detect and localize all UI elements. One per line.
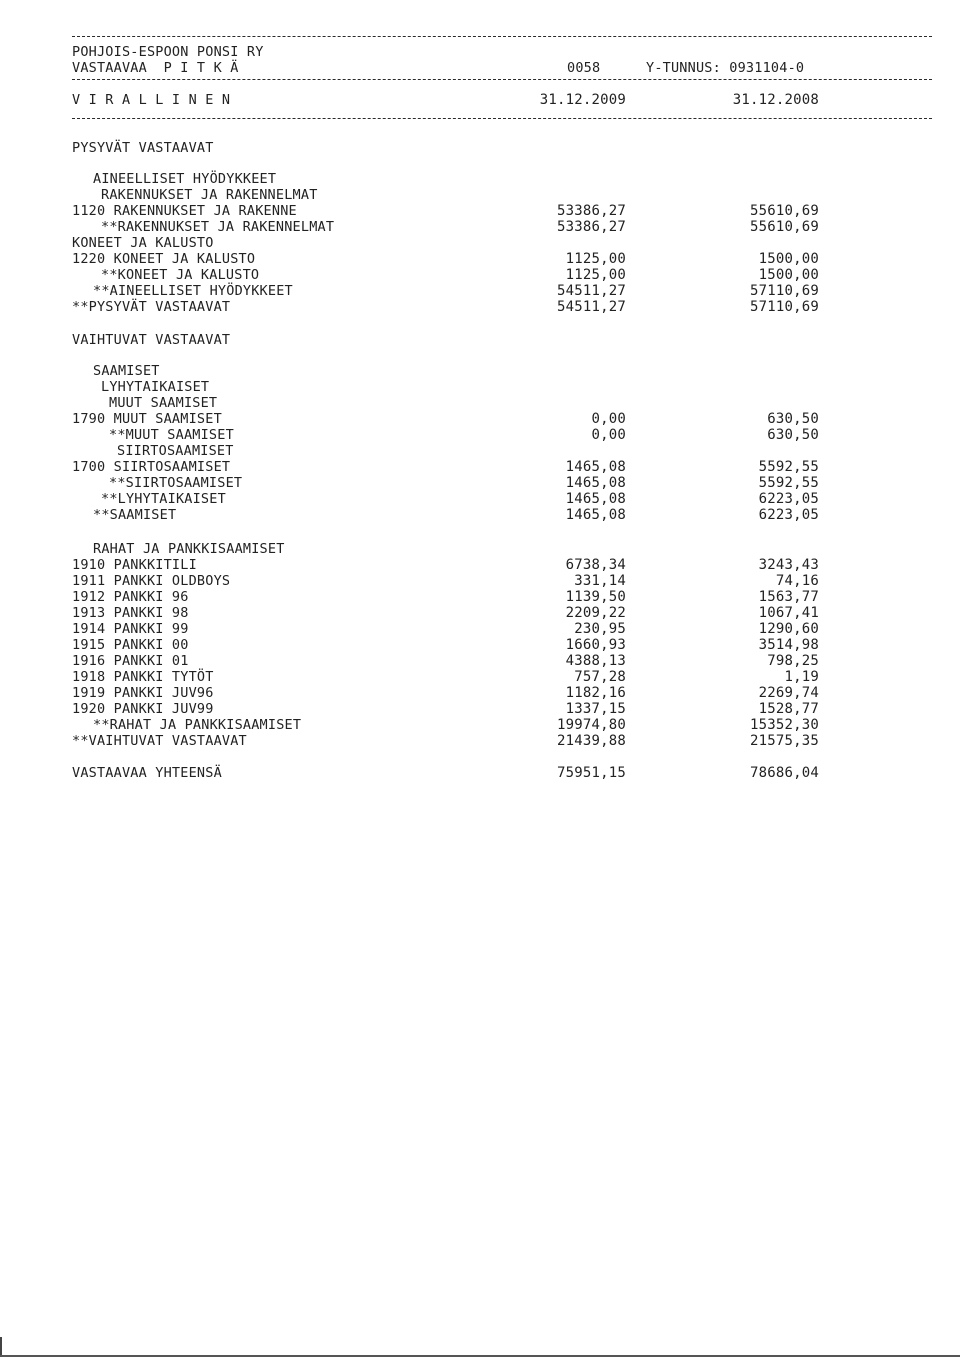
value-previous: 5592,55 [758,459,819,475]
row-label: **LYHYTAIKAISET [101,491,226,507]
row-label: 1914 PANKKI 99 [72,621,189,637]
value-previous: 55610,69 [749,219,819,235]
value-previous: 21575,35 [749,733,819,749]
value-previous: 630,50 [767,411,819,427]
dashed-rule [72,118,932,119]
row-label: **AINEELLISET HYÖDYKKEET [93,283,293,299]
row-label: VAIHTUVAT VASTAAVAT [72,332,231,348]
row-label: 1916 PANKKI 01 [72,653,189,669]
row-label: 1790 MUUT SAAMISET [72,411,222,427]
value-previous: 1290,60 [758,621,819,637]
total-label: VASTAAVAA YHTEENSÄ [72,765,222,781]
value-current: 53386,27 [556,203,626,219]
value-current: 0,00 [591,411,626,427]
row-label: 1919 PANKKI JUV96 [72,685,214,701]
value-current: 1125,00 [565,251,626,267]
value-previous: 1067,41 [758,605,819,621]
value-current: 230,95 [574,621,626,637]
value-previous: 55610,69 [749,203,819,219]
row-label: **SAAMISET [93,507,177,523]
row-label: SAAMISET [93,363,160,379]
row-label: 1915 PANKKI 00 [72,637,189,653]
row-label: 1120 RAKENNUKSET JA RAKENNE [72,203,297,219]
report-section: V I R A L L I N E N [72,92,231,108]
value-current: 2209,22 [565,605,626,621]
value-previous: 6223,05 [758,491,819,507]
value-current: 757,28 [574,669,626,685]
value-previous: 57110,69 [749,299,819,315]
value-current: 1465,08 [565,475,626,491]
total-previous: 78686,04 [749,765,819,781]
row-label: **SIIRTOSAAMISET [109,475,243,491]
row-label: 1910 PANKKITILI [72,557,197,573]
value-previous: 2269,74 [758,685,819,701]
value-current: 1337,15 [565,701,626,717]
value-current: 19974,80 [556,717,626,733]
row-label: 1911 PANKKI OLDBOYS [72,573,231,589]
value-current: 53386,27 [556,219,626,235]
value-current: 6738,34 [565,557,626,573]
row-label: 1220 KONEET JA KALUSTO [72,251,256,267]
report-title: VASTAAVAA P I T K Ä [72,60,239,76]
dashed-rule [72,36,932,37]
value-current: 331,14 [574,573,626,589]
value-previous: 3514,98 [758,637,819,653]
column-header-previous-date: 31.12.2008 [732,92,819,108]
value-previous: 1500,00 [758,267,819,283]
value-current: 1125,00 [565,267,626,283]
value-previous: 1500,00 [758,251,819,267]
row-label: LYHYTAIKAISET [101,379,210,395]
value-current: 1139,50 [565,589,626,605]
value-previous: 1528,77 [758,701,819,717]
dashed-rule [72,79,932,80]
row-label: MUUT SAAMISET [109,395,218,411]
row-label: 1920 PANKKI JUV99 [72,701,214,717]
scan-edge [0,1337,2,1357]
value-previous: 74,16 [775,573,819,589]
row-label: RAKENNUKSET JA RAKENNELMAT [101,187,318,203]
value-current: 1660,93 [565,637,626,653]
row-label: 1913 PANKKI 98 [72,605,189,621]
value-previous: 57110,69 [749,283,819,299]
value-previous: 1563,77 [758,589,819,605]
row-label: PYSYVÄT VASTAAVAT [72,140,214,156]
value-current: 1465,08 [565,491,626,507]
row-label: AINEELLISET HYÖDYKKEET [93,171,277,187]
value-current: 1465,08 [565,507,626,523]
total-current: 75951,15 [556,765,626,781]
value-previous: 6223,05 [758,507,819,523]
value-current: 54511,27 [556,299,626,315]
value-current: 21439,88 [556,733,626,749]
value-previous: 630,50 [767,427,819,443]
page-number: 0058 [567,60,601,76]
org-name: POHJOIS-ESPOON PONSI RY [72,44,264,60]
row-label: **MUUT SAAMISET [109,427,234,443]
value-current: 1465,08 [565,459,626,475]
row-label: SIIRTOSAAMISET [117,443,234,459]
value-current: 54511,27 [556,283,626,299]
row-label: RAHAT JA PANKKISAAMISET [93,541,285,557]
column-header-current-date: 31.12.2009 [539,92,626,108]
row-label: 1918 PANKKI TYTÖT [72,669,214,685]
value-previous: 798,25 [767,653,819,669]
value-current: 0,00 [591,427,626,443]
business-id: Y-TUNNUS: 0931104-0 [646,60,805,76]
value-current: 4388,13 [565,653,626,669]
value-previous: 3243,43 [758,557,819,573]
row-label: **RAHAT JA PANKKISAAMISET [93,717,302,733]
value-previous: 15352,30 [749,717,819,733]
row-label: KONEET JA KALUSTO [72,235,214,251]
value-previous: 5592,55 [758,475,819,491]
row-label: **VAIHTUVAT VASTAAVAT [72,733,247,749]
row-label: **RAKENNUKSET JA RAKENNELMAT [101,219,335,235]
row-label: **PYSYVÄT VASTAAVAT [72,299,231,315]
value-current: 1182,16 [565,685,626,701]
value-previous: 1,19 [784,669,819,685]
row-label: 1700 SIIRTOSAAMISET [72,459,231,475]
row-label: 1912 PANKKI 96 [72,589,189,605]
row-label: **KONEET JA KALUSTO [101,267,260,283]
